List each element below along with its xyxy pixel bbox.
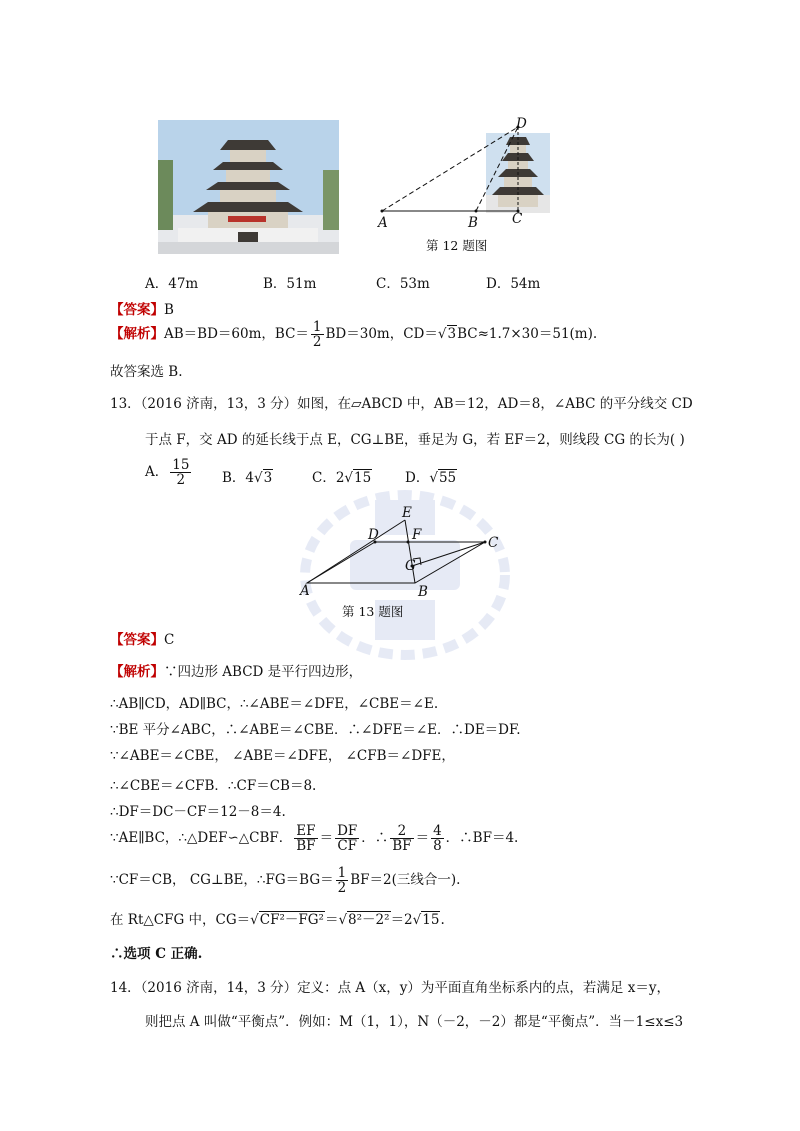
fraction: $\frac{1}{2}$ [312,319,322,351]
q12-option-b: B．51m [263,276,317,292]
q13-option-c: C．2√15 [312,470,372,486]
q13-analysis-line3: ∵BE 平分∠ABC，∴∠ABE＝∠CBE．∴∠DFE＝∠E．∴DE＝DF. [110,722,521,738]
q13-analysis-line5: ∴∠CBE＝∠CFB．∴CF＝CB＝8. [110,778,317,794]
answer-tag: 【答案】 [110,632,164,648]
answer-value: B [164,302,174,318]
q13-option-d: D．√55 [405,470,457,486]
q14-stem-line2: 则把点 A 叫做“平衡点”．例如：M（1，1），N（－2，－2）都是“平衡点”．当－1≤x≤3 [145,1014,684,1030]
q13-stem-line1: 13．（2016 济南，13，3 分）如图，在▱ABCD 中，AB＝12，AD＝8，∠ABC 的平分线交 CD [110,396,693,412]
q13-analysis-line1 [110,660,362,680]
q12-label-b: B [468,215,478,231]
q12-conclusion: 故答案选 B. [110,364,183,380]
q12-analysis: 【解析】AB＝BD＝60m，BC＝ $\frac{1}{2}$ BD＝30m，CD＝√3BC≈1.7×30＝51(m). [110,319,598,351]
q13-stem-line2: 于点 F，交 AD 的延长线于点 E，CG⊥BE，垂足为 G，若 EF＝2，则线段 CG 的长为( ) [145,432,685,448]
q12-figure [370,115,560,230]
q12-label-c: C [512,211,523,227]
q13-label-f: F [412,527,422,543]
q13-label-b: B [418,584,428,600]
q13-option-a: A． $\frac{15}{2}$ [145,457,190,489]
q13-label-a: A [300,583,310,599]
q12-figure-caption: 第 12 题图 [426,238,488,253]
analysis-text: ∵四边形 ABCD 是平行四边形， [164,664,363,680]
answer-tag: 【答案】 [110,302,164,318]
sqrt: 3 [447,326,457,343]
q13-figure-caption: 第 13 题图 [342,604,404,619]
q13-answer [110,628,174,648]
q13-analysis-line7: ∵AE∥BC，∴△DEF∽△CBF． $\frac{EF}{BF}$ ＝ $\frac{DF}{CF}$ ．∴ $\frac{2}{BF}$ ＝ $\frac{4}{8}$ ．∴BF＝4. [110,823,519,855]
q13-analysis-line2: ∴AB∥CD，AD∥BC，∴∠ABE＝∠DFE，∠CBE＝∠E. [110,696,439,712]
q12-answer [110,298,174,318]
answer-value: C [164,632,175,648]
analysis-tag: 【解析】 [110,664,164,680]
q13-figure [295,505,505,600]
q13-label-d: D [368,527,379,543]
analysis-text: BC≈1.7×30＝51(m). [457,326,598,343]
q13-label-g: G [405,558,416,574]
q13-analysis-line4: ∵∠ABE＝∠CBE， ∠ABE＝∠DFE， ∠CFB＝∠DFE， [110,748,455,764]
q13-analysis-line10: ∴选项 C 正确. [110,946,203,962]
q13-analysis-line8: ∵CF＝CB， CG⊥BE，∴FG＝BG＝ $\frac{1}{2}$ BF＝2(三线合一). [110,865,461,897]
q12-option-d: D．54m [486,276,541,292]
analysis-text: AB＝BD＝60m，BC＝ [164,326,309,343]
q13-analysis-line6: ∴DF＝DC－CF＝12－8＝4. [110,804,286,820]
q12-label-a: A [378,215,388,231]
q12-label-d: D [516,116,527,132]
q14-stem-line1: 14．（2016 济南，14，3 分）定义：点 A（x，y）为平面直角坐标系内的点，若满足 x＝y， [110,980,670,996]
q12-option-c: C．53m [376,276,430,292]
q13-label-c: C [488,535,499,551]
q13-label-e: E [402,505,412,521]
pagoda-photo [158,120,339,254]
analysis-tag: 【解析】 [110,326,164,343]
analysis-text: BD＝30m，CD＝ [325,326,438,343]
q13-option-b: B．4√3 [222,470,273,486]
q13-analysis-line9: 在 Rt△CFG 中，CG＝√CF²－FG²＝√8²－2²＝2√15. [110,912,445,928]
q12-option-a: A．47m [145,276,199,292]
